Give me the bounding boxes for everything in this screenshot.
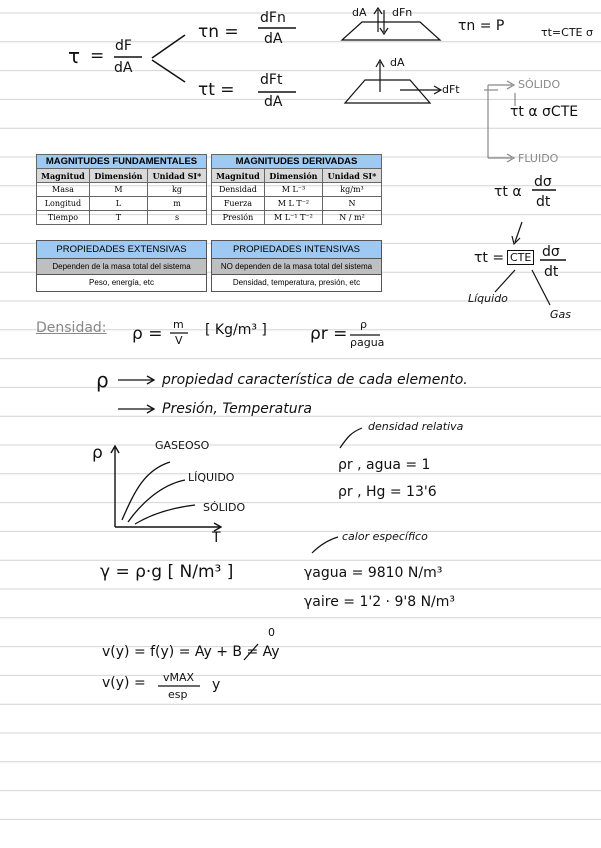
dF-numerator: dF: [115, 38, 132, 54]
gamma-equation: γ = ρ·g [ N/m³ ]: [100, 562, 234, 582]
cell: L: [89, 197, 147, 211]
rho-r-hg: ρr , Hg = 13'6: [338, 484, 437, 500]
col-header: Unidad SI*: [148, 169, 207, 183]
tau-symbol: τ: [68, 44, 81, 68]
rho-equals: ρ =: [132, 324, 163, 344]
branch-arrow-down: [152, 60, 185, 82]
rho-symbol: ρ: [96, 368, 109, 392]
dsigma-numerator: dσ: [534, 174, 552, 190]
velocity-equation-1: v(y) = f(y) = Ay + B = Ay: [102, 644, 280, 660]
rho-numerator: ρ: [360, 318, 367, 331]
presion-temperatura: Presión, Temperatura: [162, 401, 312, 417]
dt-denominator: dt: [536, 194, 551, 210]
dA-t-denominator: dA: [264, 94, 283, 110]
diag-dFn: dFn: [392, 6, 413, 19]
cell: N: [323, 197, 382, 211]
fluido-branch: FLUIDO: [518, 152, 559, 165]
m-numerator: m: [173, 318, 184, 331]
cell: Densidad: [212, 183, 265, 197]
derivadas-title: MAGNITUDES DERIVADAS: [212, 155, 382, 169]
solido-branch: SÓLIDO: [518, 78, 561, 91]
intensivas-title: PROPIEDADES INTENSIVAS: [211, 240, 382, 259]
dA-n-denominator: dA: [264, 31, 283, 47]
cell: Tiempo: [37, 211, 90, 225]
table-row: [212, 211, 382, 225]
cte-box: CTE: [507, 250, 534, 265]
col-header: Dimensión: [264, 169, 322, 183]
gaseoso-label: GASEOSO: [155, 439, 210, 452]
gamma-aire: γaire = 1'2 · 9'8 N/m³: [304, 594, 456, 610]
tau-t-cte: τt=CTE σ: [541, 26, 593, 39]
cell: M: [89, 183, 147, 197]
tau-prop-label: τt α: [494, 184, 522, 200]
cell: N / m²: [323, 211, 382, 225]
dFn-numerator: dFn: [260, 10, 286, 26]
phase-graph: [111, 446, 221, 531]
cell: m: [148, 197, 207, 211]
diag-dA-top: dA: [352, 6, 367, 19]
dFt-numerator: dFt: [260, 72, 283, 88]
diag-dFt: dFt: [442, 83, 460, 96]
tau-t-label: τt =: [198, 80, 235, 100]
extensivas-title: PROPIEDADES EXTENSIVAS: [36, 240, 207, 259]
cell: Masa: [37, 183, 90, 197]
dA-denominator: dA: [114, 60, 133, 76]
velocity-equation-2: v(y) =: [102, 675, 146, 691]
fundamentales-table: [36, 154, 207, 225]
derivadas-table: [211, 154, 382, 225]
vmax-numerator: vMAX: [163, 671, 195, 684]
cell: T: [89, 211, 147, 225]
table-row: [37, 197, 207, 211]
branch-arrow-up: [152, 35, 185, 58]
intensivas-examples: Densidad, temperatura, presión, etc: [211, 275, 382, 292]
dsigma-numerator-2: dσ: [542, 244, 560, 260]
plane-tangential: [345, 80, 430, 103]
rho-description: propiedad característica de cada elemento.: [162, 372, 468, 388]
rho-r-equals: ρr =: [310, 324, 348, 344]
cell: Presión: [212, 211, 265, 225]
cell: s: [148, 211, 207, 225]
extensivas-desc: Dependen de la masa total del sistema: [36, 259, 207, 275]
rho-agua-denominator: ρagua: [350, 336, 385, 349]
fundamentales-title: MAGNITUDES FUNDAMENTALES: [37, 155, 207, 169]
liquido-label: Líquido: [468, 292, 508, 305]
col-header: Unidad SI*: [323, 169, 382, 183]
density-units: [ Kg/m³ ]: [205, 322, 267, 338]
solido-curve-label: SÓLIDO: [203, 501, 246, 514]
v-denominator: V: [175, 334, 183, 347]
extensivas-box: [36, 240, 207, 292]
tau-n-label: τn =: [198, 22, 239, 42]
cell: kg/m³: [323, 183, 382, 197]
intensivas-desc: NO dependen de la masa total del sistema: [211, 259, 382, 275]
table-row: [37, 211, 207, 225]
tau-cte-label: τt =: [474, 250, 505, 266]
dt-denominator-2: dt: [544, 264, 559, 280]
rho-r-agua: ρr , agua = 1: [338, 457, 431, 473]
calor-especifico-note: calor específico: [342, 530, 428, 543]
liquido-curve-label: LÍQUIDO: [188, 471, 235, 484]
cell: kg: [148, 183, 207, 197]
zero-mark: 0: [268, 626, 275, 639]
graph-t-axis: T: [212, 530, 221, 546]
col-header: Dimensión: [89, 169, 147, 183]
cell: M L T⁻²: [264, 197, 322, 211]
intensivas-box: [211, 240, 382, 292]
equals-sign: =: [90, 46, 105, 66]
cell: Longitud: [37, 197, 90, 211]
table-row: [37, 183, 207, 197]
tau-n-equals-p: τn = P: [458, 18, 505, 34]
table-row: [212, 183, 382, 197]
gamma-agua: γagua = 9810 N/m³: [304, 565, 443, 581]
col-header: Magnitud: [212, 169, 265, 183]
y-variable: y: [212, 677, 221, 693]
extensivas-examples: Peso, energía, etc: [36, 275, 207, 292]
cell: M L⁻¹ T⁻²: [264, 211, 322, 225]
plane-normal: [342, 22, 440, 40]
esp-denominator: esp: [168, 688, 188, 701]
densidad-relativa-note: densidad relativa: [368, 420, 464, 433]
cell: Fuerza: [212, 197, 265, 211]
tau-solid-relation: τt α σCTE: [510, 104, 579, 120]
table-row: [212, 197, 382, 211]
diag-dA-bottom: dA: [390, 56, 405, 69]
gas-label: Gas: [550, 308, 571, 321]
densidad-label: Densidad:: [36, 320, 107, 336]
col-header: Magnitud: [37, 169, 90, 183]
graph-rho-axis: ρ: [92, 443, 103, 463]
cell: M L⁻³: [264, 183, 322, 197]
